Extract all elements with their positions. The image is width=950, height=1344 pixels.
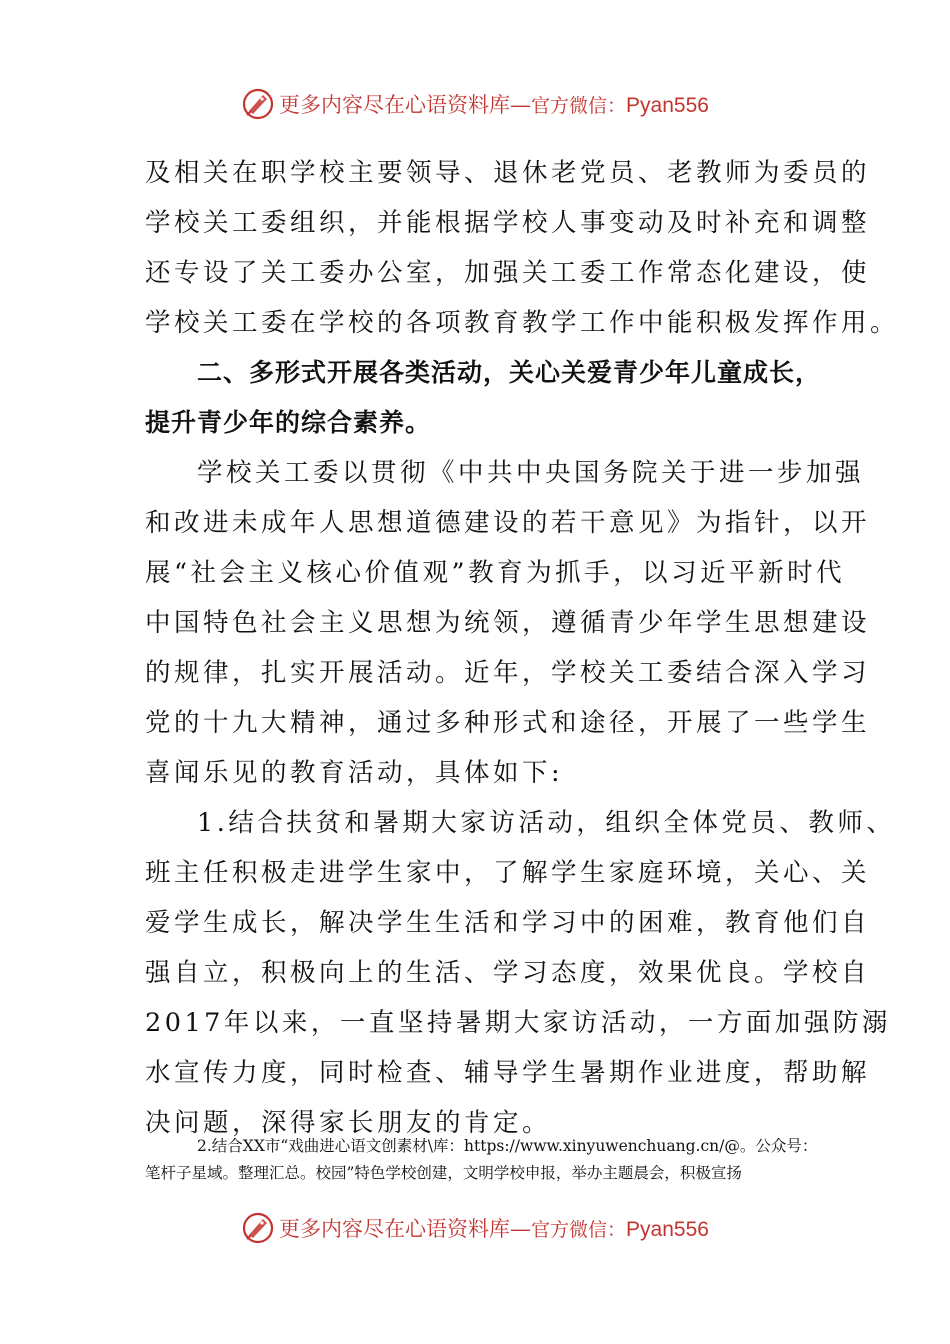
banner-wechat-id: Pyan556: [626, 94, 709, 117]
body-line: 2017年以来，一直坚持暑期大家访活动，一方面加强防溺: [145, 1008, 891, 1038]
banner-wechat-label: 官方微信：: [531, 95, 627, 117]
banner-wechat-id: Pyan556: [626, 1218, 709, 1241]
banner-wechat-label: 官方微信：: [531, 1219, 627, 1241]
banner-main-text: 更多内容尽在心语资料库: [279, 93, 511, 117]
document-body: [145, 148, 900, 1148]
footer-banner-text: [279, 1213, 709, 1243]
footnote-line: 2.结合XX市“戏曲进心语文创素材\库：https://www.xinyuwenchuang.cn/@。公众号：: [197, 1137, 818, 1155]
body-line: 强自立，积极向上的生活、学习态度，效果优良。学校自: [145, 958, 871, 988]
footnote-text: [145, 1133, 818, 1187]
section-heading: 提升青少年的综合素养。: [145, 408, 432, 437]
body-line: 1.结合扶贫和暑期大家访活动，组织全体党员、教师、: [197, 808, 896, 838]
body-line: 水宣传力度，同时检查、辅导学生暑期作业进度，帮助解: [145, 1058, 871, 1088]
body-line: 及相关在职学校主要领导、退休老党员、老教师为委员的: [145, 158, 871, 188]
body-line: 决问题，深得家长朋友的肯定。: [145, 1108, 552, 1138]
pen-nib-logo-icon: [241, 87, 275, 121]
body-line: 喜闻乐见的教育活动，具体如下:: [145, 758, 564, 788]
body-line: 和改进未成年人思想道德建设的若干意见》为指针，以开: [145, 508, 871, 538]
banner-separator: —: [510, 93, 532, 117]
body-line: 班主任积极走进学生家中，了解学生家庭环境，关心、关: [145, 858, 871, 888]
banner-main-text: 更多内容尽在心语资料库: [279, 1217, 511, 1241]
banner-separator: —: [510, 1217, 532, 1241]
body-line: 还专设了关工委办公室，加强关工委工作常态化建设，使: [145, 258, 871, 288]
body-line: 党的十九大精神，通过多种形式和途径，开展了一些学生: [145, 708, 871, 738]
body-line: 中国特色社会主义思想为统领，遵循青少年学生思想建设: [145, 608, 871, 638]
body-line: 展“社会主义核心价值观”教育为抓手，以习近平新时代: [145, 558, 846, 588]
section-heading: 二、多形式开展各类活动，关心关爱青少年儿童成长，: [197, 358, 822, 387]
header-banner: [0, 84, 950, 124]
body-line: 学校关工委以贯彻《中共中央国务院关于进一步加强: [197, 458, 865, 488]
body-line: 学校关工委组织，并能根据学校人事变动及时补充和调整: [145, 208, 871, 238]
footnote-line: 笔杆子星域。整理汇总。校园”特色学校创建，文明学校申报，举办主题晨会，积极宣扬: [145, 1164, 742, 1182]
body-line: 的规律，扎实开展活动。近年，学校关工委结合深入学习: [145, 658, 871, 688]
body-line: 学校关工委在学校的各项教育教学工作中能积极发挥作用。: [145, 308, 900, 338]
pen-nib-logo-icon: [241, 1211, 275, 1245]
body-line: 爱学生成长，解决学生生活和学习中的困难，教育他们自: [145, 908, 871, 938]
footer-banner: [0, 1208, 950, 1248]
header-banner-text: [279, 89, 709, 119]
